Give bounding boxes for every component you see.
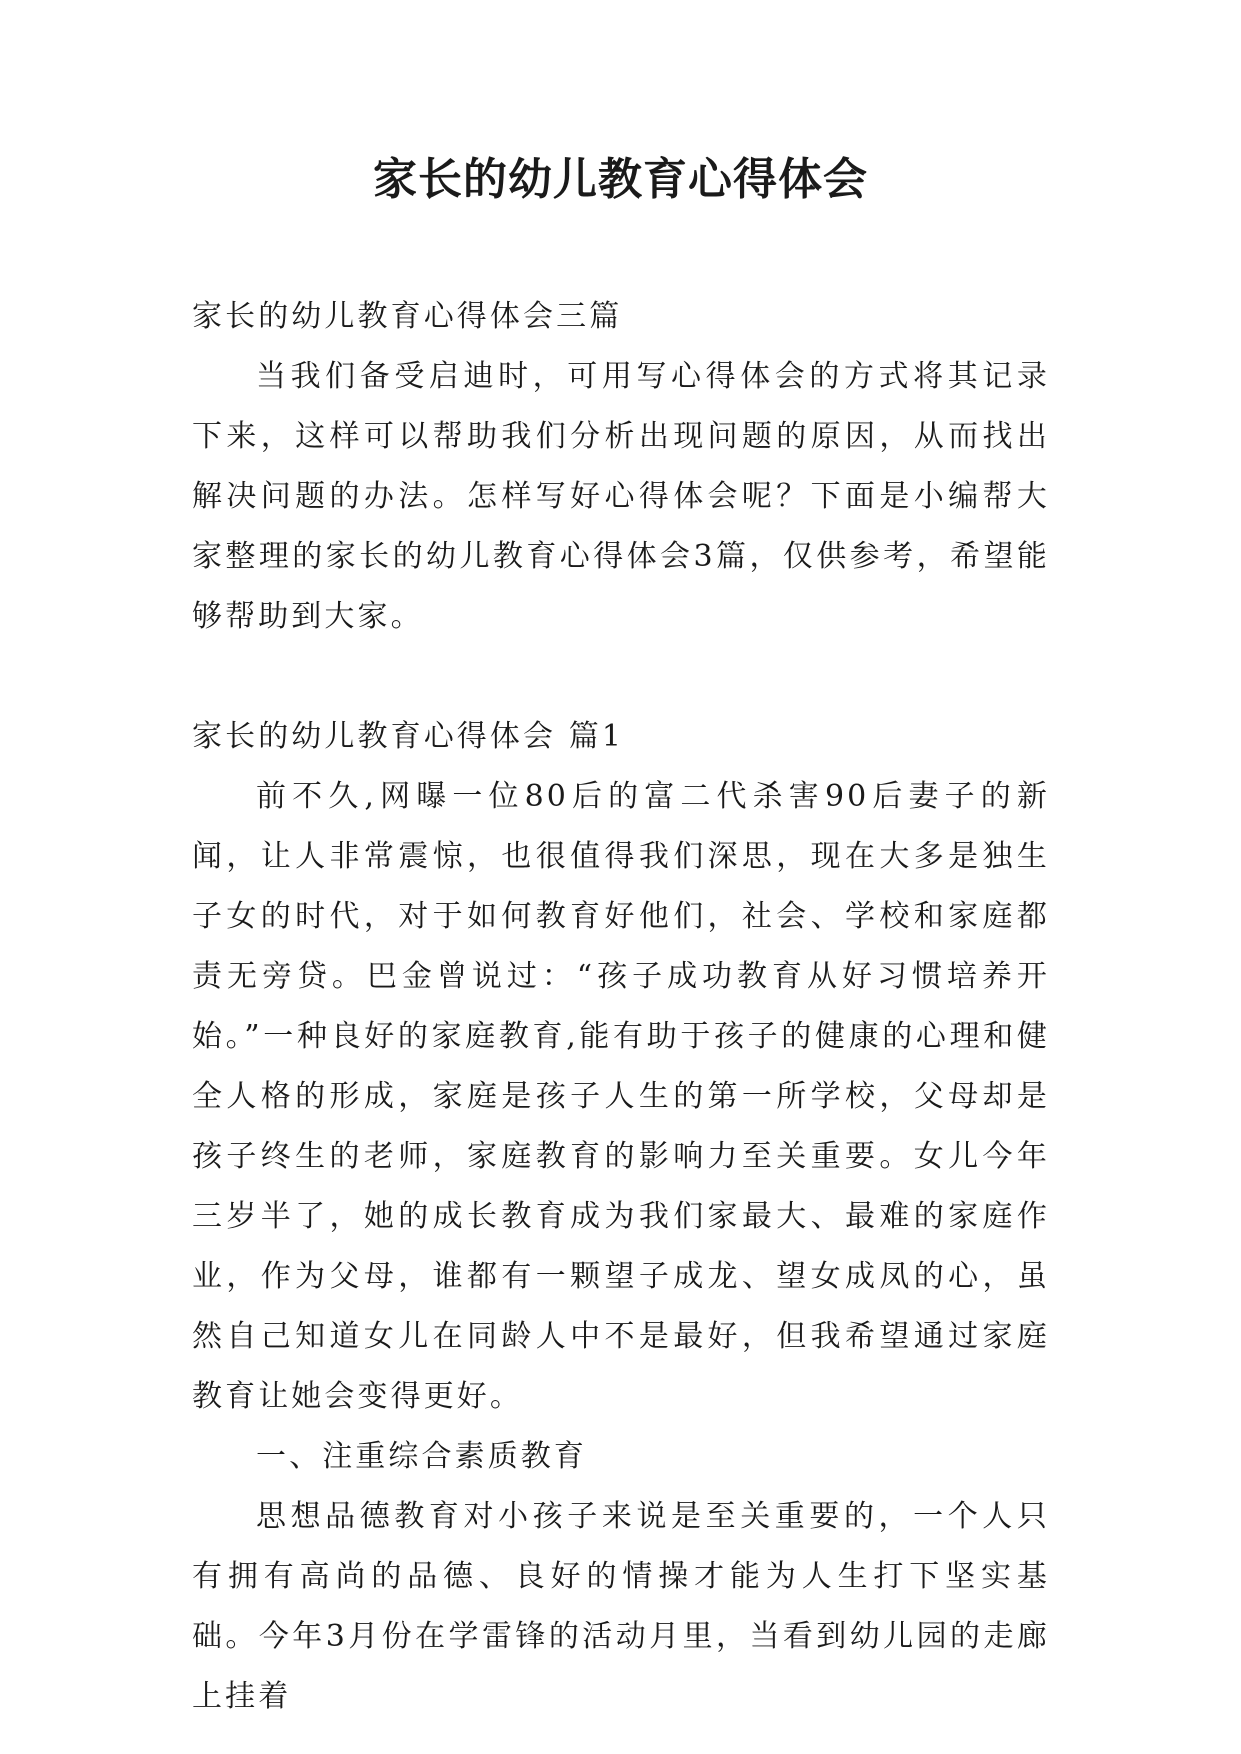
section-paragraph: 前不久,网曝一位80后的富二代杀害90后妻子的新闻，让人非常震惊，也很值得我们深思，现在大多是独生子女的时代，对于如何教育好他们，社会、学校和家庭都责无旁贷。巴金曾说过：“孩子成功教育从好习惯培养开始。”一种良好的家庭教育,能有助于孩子的健康的心理和健全人格的形成，家庭是孩子人生的第一所学校，父母却是孩子终生的老师，家庭教育的影响力至关重要。女儿今年三岁半了，她的成长教育成为我们家最大、最难的家庭作业，作为父母，谁都有一颗望子成龙、望女成凤的心，虽然自己知道女儿在同龄人中不是最好，但我希望通过家庭教育让她会变得更好。: [192, 779, 1050, 1414]
point-heading: 一、注重综合素质教育: [256, 1439, 587, 1474]
subtitle: 家长的幼儿教育心得体会三篇: [192, 299, 623, 334]
intro-paragraph: 当我们备受启迪时，可用写心得体会的方式将其记录下来，这样可以帮助我们分析出现问题的原因，从而找出解决问题的办法。怎样写好心得体会呢？下面是小编帮大家整理的家长的幼儿教育心得体会3篇，仅供参考，希望能够帮助到大家。: [192, 359, 1050, 634]
page-title: 家长的幼儿教育心得体会: [373, 154, 868, 205]
section-heading: 家长的幼儿教育心得体会 篇1: [192, 719, 625, 754]
document-body: [192, 287, 1050, 1727]
section-spacer: [192, 647, 1050, 707]
point-paragraph: 思想品德教育对小孩子来说是至关重要的，一个人只有拥有高尚的品德、良好的情操才能为人生打下坚实基础。今年3月份在学雷锋的活动月里，当看到幼儿园的走廊上挂着: [192, 1499, 1050, 1714]
